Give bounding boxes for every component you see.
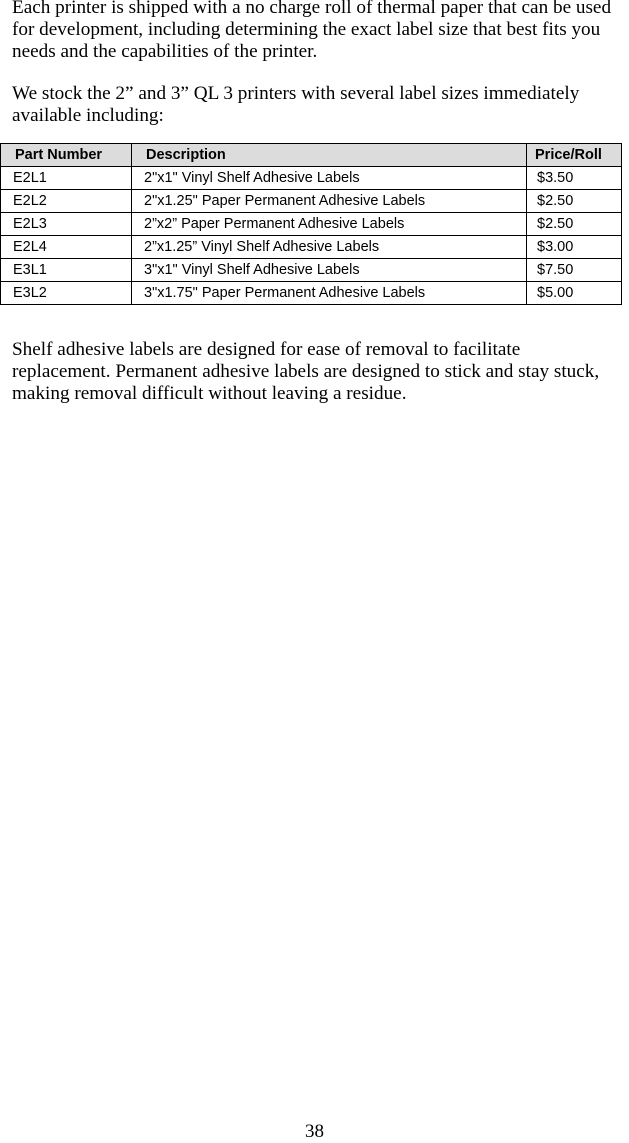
table-row [1, 190, 622, 213]
header-description: Description [132, 144, 527, 167]
page-number: 38 [305, 1121, 324, 1142]
part-number-cell: E2L4 [1, 236, 132, 259]
price-cell: $2.50 [527, 213, 622, 236]
description-cell: 2”x2” Paper Permanent Adhesive Labels [132, 213, 527, 236]
table-row [1, 213, 622, 236]
price-cell: $2.50 [527, 190, 622, 213]
description-cell: 3"x1.75" Paper Permanent Adhesive Labels [132, 282, 527, 305]
description-cell: 2"x1.25" Paper Permanent Adhesive Labels [132, 190, 527, 213]
price-cell: $5.00 [527, 282, 622, 305]
table-row [1, 259, 622, 282]
price-cell: $7.50 [527, 259, 622, 282]
table-row [1, 167, 622, 190]
part-number-cell: E2L3 [1, 213, 132, 236]
part-number-cell: E3L1 [1, 259, 132, 282]
part-number-cell: E3L2 [1, 282, 132, 305]
price-cell: $3.50 [527, 167, 622, 190]
stock-paragraph: We stock the 2” and 3” QL 3 printers with several label sizes immediately available including: [12, 83, 580, 126]
price-cell: $3.00 [527, 236, 622, 259]
table-row [1, 236, 622, 259]
header-price-roll: Price/Roll [527, 144, 622, 167]
header-part-number: Part Number [1, 144, 132, 167]
intro-paragraph: Each printer is shipped with a no charge roll of thermal paper that can be used for development, including determining the exact label size that best fits you needs and the capabilities of the printer. [12, 0, 612, 62]
description-cell: 2”x1.25” Vinyl Shelf Adhesive Labels [132, 236, 527, 259]
description-cell: 3"x1" Vinyl Shelf Adhesive Labels [132, 259, 527, 282]
closing-paragraph: Shelf adhesive labels are designed for ease of removal to facilitate replacement. Permanent adhesive labels are designed to stick and stay stuck, making removal difficult without leaving a residue. [12, 339, 600, 404]
table-row [1, 282, 622, 305]
part-number-cell: E2L2 [1, 190, 132, 213]
table-header-row [1, 144, 622, 167]
label-parts-table [0, 143, 622, 305]
part-number-cell: E2L1 [1, 167, 132, 190]
description-cell: 2"x1" Vinyl Shelf Adhesive Labels [132, 167, 527, 190]
